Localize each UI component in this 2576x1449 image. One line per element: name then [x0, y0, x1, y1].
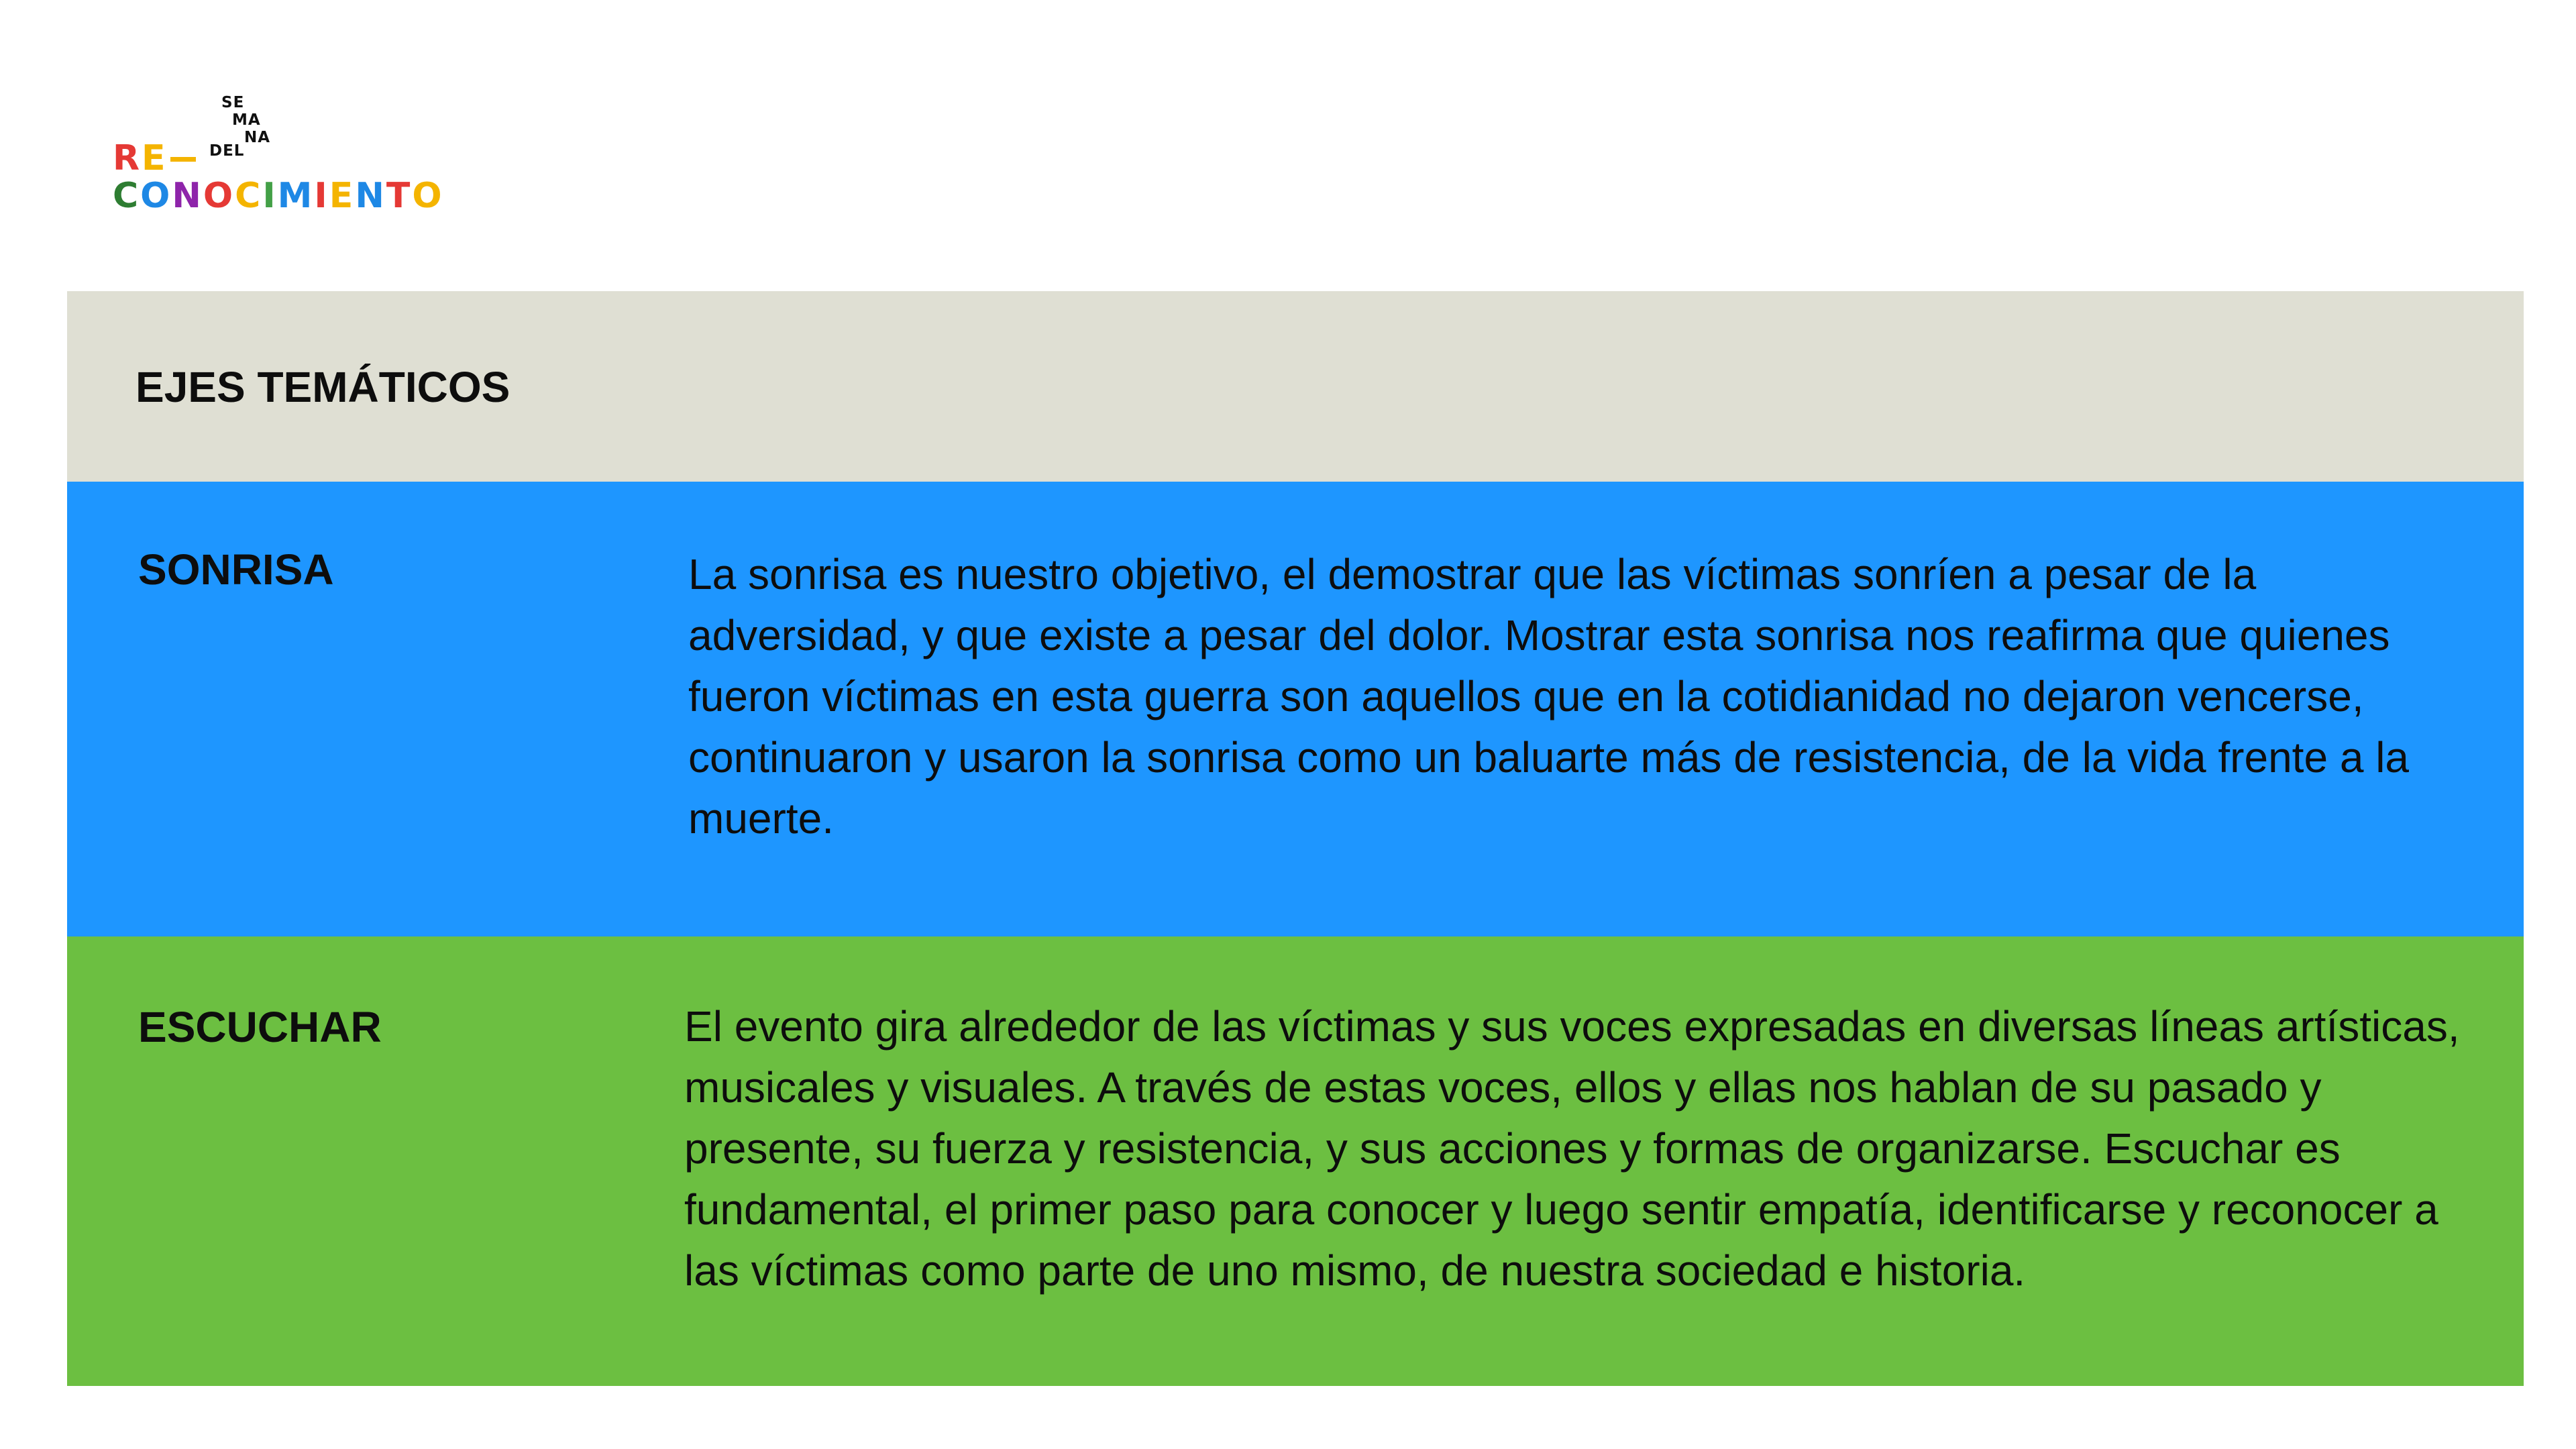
- theme-description-escuchar: El evento gira alrededor de las víctimas y sus voces expresadas en diversas líneas artísticas, musicales y visuales. A través de estas voces, ellos y ellas nos hablan de su pasado y presente, su fuerza y resistencia, y sus acciones y formas de organizarse. Escuchar es fundamental, el primer paso para conocer y luego sentir empatía, identificarse y reconocer a las víctimas como parte de uno mismo, de nuestra sociedad e historia.: [684, 1002, 2460, 1295]
- logo-word-letters: [113, 176, 444, 216]
- logo-word-letter: O: [412, 176, 444, 216]
- theme-description-sonrisa: La sonrisa es nuestro objetivo, el demostrar que las víctimas sonríen a pesar de la adversidad, y que existe a pesar del dolor. Mostrar esta sonrisa nos reafirma que quienes fueron víctimas en esta guerra son aquellos que en la cotidianidad no dejaron vencerse, continuaron y usaron la sonrisa como un baluarte más de resistencia, de la vida frente a la muerte.: [688, 550, 2409, 843]
- logo-word-letter: I: [262, 176, 278, 216]
- logo-dash: [170, 157, 196, 162]
- logo-prefix-letters: [113, 138, 168, 178]
- logo-small-line-na: NA: [244, 129, 271, 146]
- logo-word-letter: C: [235, 176, 263, 216]
- logo-word-letter: O: [203, 176, 235, 216]
- logo-word-letter: E: [329, 176, 356, 216]
- logo-word-letter: O: [140, 176, 172, 216]
- logo-small-line-se: SE: [221, 94, 245, 111]
- theme-label-sonrisa: SONRISA: [138, 545, 334, 594]
- logo-word-letter: N: [355, 176, 386, 216]
- logo-small-line-del: DEL: [209, 142, 245, 160]
- semana-del-reconocimiento-logo: [113, 93, 444, 216]
- logo-word-letter: C: [113, 176, 141, 216]
- logo-prefix-letter: R: [113, 138, 142, 178]
- logo-word-letter: M: [277, 176, 315, 216]
- themes-header-panel: [67, 291, 2524, 482]
- theme-row-sonrisa: [67, 482, 2524, 936]
- logo-prefix-re: [113, 138, 168, 178]
- logo-prefix-letter: E: [142, 138, 168, 178]
- page-title: EJES TEMÁTICOS: [136, 363, 511, 411]
- logo-word-letter: N: [172, 176, 203, 216]
- logo-word-letter: I: [314, 176, 329, 216]
- logo-word-conocimiento: [113, 176, 444, 216]
- theme-row-escuchar: [67, 936, 2524, 1386]
- logo-word-letter: T: [386, 176, 413, 216]
- logo-small-line-ma: MA: [232, 111, 261, 129]
- theme-label-escuchar: ESCUCHAR: [138, 1003, 382, 1051]
